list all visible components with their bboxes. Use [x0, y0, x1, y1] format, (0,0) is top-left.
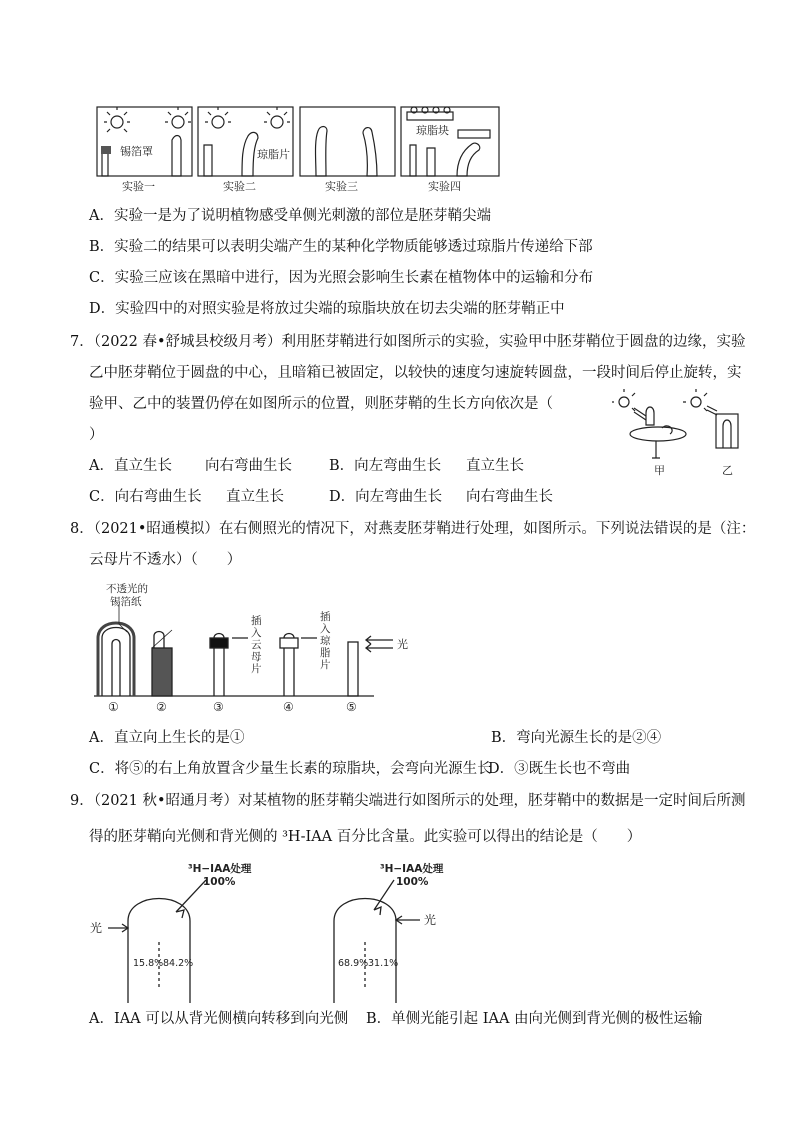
light-label-left: 光: [90, 921, 103, 935]
q7-option-a1: A．直立生长: [89, 458, 172, 474]
q8-stem-line-2: 云母片不透水）（ ）: [89, 552, 242, 568]
q8-option-b: B．弯向光源生长的是②④: [491, 730, 662, 746]
right-shade-pct: 68.9%: [338, 958, 369, 969]
q8-option-a: A．直立向上生长的是①: [89, 730, 245, 746]
q9-option-a: A．IAA 可以从背光侧横向转移到向光侧: [89, 1011, 349, 1027]
q7-option-c2: 直立生长: [226, 489, 284, 505]
q6-figure: [92, 100, 512, 195]
left-shade-pct: 84.2%: [163, 958, 194, 969]
q7-option-d1: D．向左弯曲生长: [329, 489, 443, 505]
light-label-right: 光: [424, 913, 437, 927]
foil-label-2: 锡箔纸: [110, 596, 142, 608]
q7-figure: [612, 388, 742, 478]
q7-option-d2: 向右弯曲生长: [466, 489, 553, 505]
q7-stem-line-4: ）: [89, 427, 104, 443]
q7-option-a2: 向右弯曲生长: [205, 458, 292, 474]
num-5: ⑤: [346, 700, 357, 714]
pct-label-right: 100%: [396, 876, 429, 888]
q9-option-b: B．单侧光能引起 IAA 由向光侧到背光侧的极性运输: [366, 1011, 703, 1027]
q6-option-c: C．实验三应该在黑暗中进行，因为光照会影响生长素在植物体中的运输和分布: [89, 270, 594, 286]
q7-option-c1: C．向右弯曲生长: [89, 489, 202, 505]
left-lit-pct: 15.8%: [133, 958, 164, 969]
q9-figure: [88, 858, 488, 1003]
q6-option-b: B．实验二的结果可以表明尖端产生的某种化学物质能够透过琼脂片传递给下部: [89, 239, 593, 255]
q7-stem-line-2: 乙中胚芽鞘位于圆盘的中心，且暗箱已被固定，以较快的速度匀速旋转圆盘，一段时间后停止旋转，实: [89, 365, 742, 381]
agar-block-label: 琼脂块: [416, 124, 449, 137]
q8-option-d: D．③既生长也不弯曲: [488, 761, 631, 777]
yi-label: 乙: [722, 464, 733, 477]
exp2-label: 实验二: [223, 180, 256, 193]
mica-label: 插入云母片: [251, 615, 262, 675]
q6-option-d: D．实验四中的对照实验是将放过尖端的琼脂块放在切去尖端的胚芽鞘正中: [89, 301, 565, 317]
q8-figure: [88, 578, 428, 716]
q7-stem-line-1: 7．（2022 春•舒城县校级月考）利用胚芽鞘进行如图所示的实验，实验甲中胚芽鞘位于圆盘的边缘，实验: [70, 334, 746, 350]
q8-option-c: C．将⑤的右上角放置含少量生长素的琼脂块，会弯向光源生长: [89, 761, 492, 777]
q7-option-b1: B．向左弯曲生长: [329, 458, 442, 474]
num-1: ①: [108, 700, 119, 714]
pct-label-left: 100%: [203, 876, 236, 888]
q7-stem-line-3: 验甲、乙中的装置仍停在如图所示的位置，则胚芽鞘的生长方向依次是（: [89, 396, 553, 412]
exp1-label: 实验一: [122, 180, 155, 193]
treat-label-right: ³H−IAA处理: [380, 863, 444, 875]
treat-label-left: ³H−IAA处理: [188, 863, 252, 875]
q6-option-a: A．实验一是为了说明植物感受单侧光刺激的部位是胚芽鞘尖端: [89, 208, 491, 224]
q9-stem-line-1: 9．（2021 秋•昭通月考）对某植物的胚芽鞘尖端进行如图所示的处理，胚芽鞘中的数据是一定时间后所测: [70, 793, 746, 809]
exp3-label: 实验三: [325, 180, 358, 193]
num-4: ④: [283, 700, 294, 714]
exp4-label: 实验四: [428, 180, 461, 193]
light-label: 光: [397, 638, 408, 651]
q7-option-b2: 直立生长: [466, 458, 524, 474]
right-lit-pct: 31.1%: [368, 958, 399, 969]
foil-label: 锡箔罩: [120, 145, 153, 158]
agar-label: 插入琼脂片: [320, 611, 331, 671]
num-2: ②: [156, 700, 167, 714]
num-3: ③: [213, 700, 224, 714]
agar-sheet-label: 琼脂片: [257, 148, 290, 161]
q8-stem-line-1: 8．（2021•昭通模拟）在右侧照光的情况下，对燕麦胚芽鞘进行处理，如图所示。下列说法错误的是（注：: [70, 521, 756, 537]
foil-label-1: 不透光的: [106, 583, 148, 595]
q9-stem-line-2: 得的胚芽鞘向光侧和背光侧的 ³H-IAA 百分比含量。此实验可以得出的结论是（ ）: [89, 829, 642, 845]
jia-label: 甲: [654, 464, 665, 477]
